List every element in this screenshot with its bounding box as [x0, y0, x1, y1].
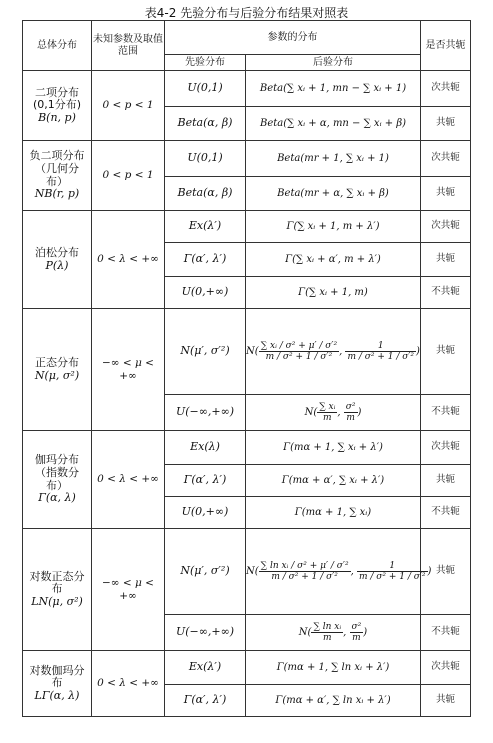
posterior-mean-denominator: m — [323, 413, 332, 423]
parameter-range: −∞ < μ < +∞ — [92, 309, 165, 431]
population-symbol: Γ(α, λ) — [38, 491, 76, 505]
prior-distribution: Γ(α′, λ′) — [165, 243, 246, 277]
population-symbol: B(n, p) — [38, 110, 76, 124]
header-param-dist: 参数的分布 — [165, 21, 421, 55]
conjugate-status: 次共轭 — [421, 71, 471, 107]
population-name: 泊松分布 — [35, 245, 79, 259]
posterior-mean-numerator: ∑ ln xᵢ — [313, 621, 342, 632]
posterior-distribution: Γ(mα + α′, ∑ xᵢ + λ′) — [246, 465, 421, 497]
population-name: 对数伽玛分布 — [29, 663, 85, 690]
population-symbol: N(μ, σ²) — [34, 368, 80, 382]
table-row — [23, 309, 471, 395]
conjugate-status: 共轭 — [421, 177, 471, 211]
conjugate-status: 共轭 — [421, 243, 471, 277]
prior-distribution: Ex(λ) — [165, 431, 246, 465]
posterior-distribution: Γ(mα + 1, ∑ xᵢ) — [246, 497, 421, 529]
posterior-distribution: Beta(∑ xᵢ + α, mn − ∑ xᵢ + β) — [246, 107, 421, 141]
prior-distribution: Γ(α′, λ′) — [165, 685, 246, 717]
population-cell — [23, 431, 92, 529]
posterior-mean-numerator: ∑ ln xᵢ / σ² + μ′ / σ′² — [260, 560, 349, 571]
conjugate-status: 不共轭 — [421, 277, 471, 309]
table-title: 表4-2 先验分布与后验分布结果对照表 — [144, 6, 349, 20]
table-row — [23, 141, 471, 177]
parameter-range: 0 < λ < +∞ — [92, 431, 165, 529]
population-cell — [23, 651, 92, 717]
posterior-mean-denominator: m / σ² + 1 / σ′² — [265, 352, 333, 362]
prior-distribution: U(0,1) — [165, 71, 246, 107]
parameter-range: −∞ < μ < +∞ — [92, 529, 165, 651]
prior-distribution: Ex(λ′) — [165, 211, 246, 243]
parameter-range: 0 < p < 1 — [92, 141, 165, 211]
prior-distribution: Γ(α′, λ′) — [165, 465, 246, 497]
population-symbol: LN(μ, σ²) — [31, 594, 83, 608]
conjugate-status: 不共轭 — [421, 615, 471, 651]
prior-distribution: U(−∞,+∞) — [165, 615, 246, 651]
prior-distribution: U(−∞,+∞) — [165, 395, 246, 431]
posterior-mean-numerator: ∑ xᵢ — [319, 401, 336, 412]
population-cell — [23, 309, 92, 431]
conjugate-status: 次共轭 — [421, 141, 471, 177]
posterior-distribution: Γ(∑ xᵢ + 1, m + λ′) — [246, 211, 421, 243]
header-prior: 先验分布 — [165, 55, 246, 71]
parameter-range: 0 < λ < +∞ — [92, 651, 165, 717]
population-symbol: P(λ) — [45, 258, 69, 272]
parameter-range: 0 < p < 1 — [92, 71, 165, 141]
posterior-mean-denominator: m — [323, 633, 332, 643]
population-name: 二项分布(0,1分布) — [32, 85, 82, 112]
posterior-distribution: Beta(∑ xᵢ + 1, mn − ∑ xᵢ + 1) — [246, 71, 421, 107]
population-cell — [23, 529, 92, 651]
posterior-distribution: Γ(∑ xᵢ + 1, m) — [246, 277, 421, 309]
population-symbol: NB(r, p) — [34, 187, 80, 201]
table-row — [23, 71, 471, 107]
posterior-mean-denominator: m / σ² + 1 / σ′² — [271, 572, 338, 582]
header-parameter: 未知参数及取值范围 — [92, 21, 165, 71]
population-cell — [23, 71, 92, 141]
posterior-var-denominator: m / σ² + 1 / σ′² — [358, 572, 426, 582]
prior-distribution: Ex(λ′) — [165, 651, 246, 685]
conjugate-status: 次共轭 — [421, 431, 471, 465]
table-row — [23, 651, 471, 685]
posterior-var-numerator: σ² — [345, 401, 356, 412]
prior-distribution: N(μ′, σ′²) — [165, 309, 246, 395]
prior-distribution: U(0,+∞) — [165, 277, 246, 309]
header-conjugate: 是否共轭 — [421, 21, 471, 71]
header-population: 总体分布 — [23, 21, 92, 71]
posterior-distribution: Γ(mα + α′, ∑ ln xᵢ + λ′) — [246, 685, 421, 717]
conjugate-status: 共轭 — [421, 309, 471, 395]
posterior-distribution: Γ(∑ xᵢ + α′, m + λ′) — [246, 243, 421, 277]
table-row — [23, 529, 471, 615]
conjugate-status: 不共轭 — [421, 497, 471, 529]
posterior-distribution: N( $\frac{\text{∑ ln xᵢ / σ² + μ′ / σ′²}}{\text{m / σ² + 1 / σ′²}}$ , $\frac{1}{\text{m / σ² + 1 / σ′²}}$ ) — [246, 529, 421, 615]
population-cell — [23, 211, 92, 309]
prior-distribution: N(μ′, σ′²) — [165, 529, 246, 615]
table-row — [23, 431, 471, 465]
parameter-range: 0 < λ < +∞ — [92, 211, 165, 309]
posterior-distribution: N( $\frac{\text{∑ xᵢ / σ² + μ′ / σ′²}}{\text{m / σ² + 1 / σ′²}}$ , $\frac{1}{\text{m / σ² + 1 / σ′²}}$ ) — [246, 309, 421, 395]
population-name: 正态分布 — [35, 355, 79, 369]
conjugate-status: 不共轭 — [421, 395, 471, 431]
prior-distribution: Beta(α, β) — [165, 107, 246, 141]
posterior-distribution: Γ(mα + 1, ∑ xᵢ + λ′) — [246, 431, 421, 465]
conjugate-status: 共轭 — [421, 529, 471, 615]
prior-distribution: U(0,+∞) — [165, 497, 246, 529]
header-posterior: 后验分布 — [246, 55, 421, 71]
conjugate-status: 次共轭 — [421, 211, 471, 243]
posterior-distribution: N( $\frac{\text{∑ ln xᵢ}}{m}$ , $\frac{\text{σ²}}{m}$ ) — [246, 615, 421, 651]
prior-distribution: U(0,1) — [165, 141, 246, 177]
conjugate-status: 共轭 — [421, 685, 471, 717]
comparison-table — [22, 20, 471, 717]
conjugate-status: 共轭 — [421, 465, 471, 497]
population-symbol: LΓ(α, λ) — [34, 688, 80, 702]
prior-distribution: Beta(α, β) — [165, 177, 246, 211]
posterior-var-numerator: 1 — [357, 561, 428, 572]
posterior-var-numerator: σ² — [351, 621, 362, 632]
population-name: 伽玛分布（指数分布） — [35, 453, 79, 492]
conjugate-status: 次共轭 — [421, 651, 471, 685]
population-name: 负二项分布（几何分布） — [29, 149, 85, 188]
population-cell — [23, 141, 92, 211]
population-name: 对数正态分布 — [29, 569, 85, 596]
posterior-var-denominator: m — [352, 633, 361, 643]
posterior-var-denominator: m — [346, 413, 355, 423]
posterior-distribution: N( $\frac{\text{∑ xᵢ}}{m}$ , $\frac{\text{σ²}}{m}$ ) — [246, 395, 421, 431]
table-row — [23, 211, 471, 243]
posterior-distribution: Beta(mr + 1, ∑ xᵢ + 1) — [246, 141, 421, 177]
posterior-var-denominator: m / σ² + 1 / σ′² — [347, 352, 415, 362]
conjugate-status: 共轭 — [421, 107, 471, 141]
posterior-distribution: Beta(mr + α, ∑ xᵢ + β) — [246, 177, 421, 211]
posterior-mean-numerator: ∑ xᵢ / σ² + μ′ / σ′² — [260, 340, 338, 351]
posterior-var-numerator: 1 — [345, 341, 416, 352]
posterior-distribution: Γ(mα + 1, ∑ ln xᵢ + λ′) — [246, 651, 421, 685]
